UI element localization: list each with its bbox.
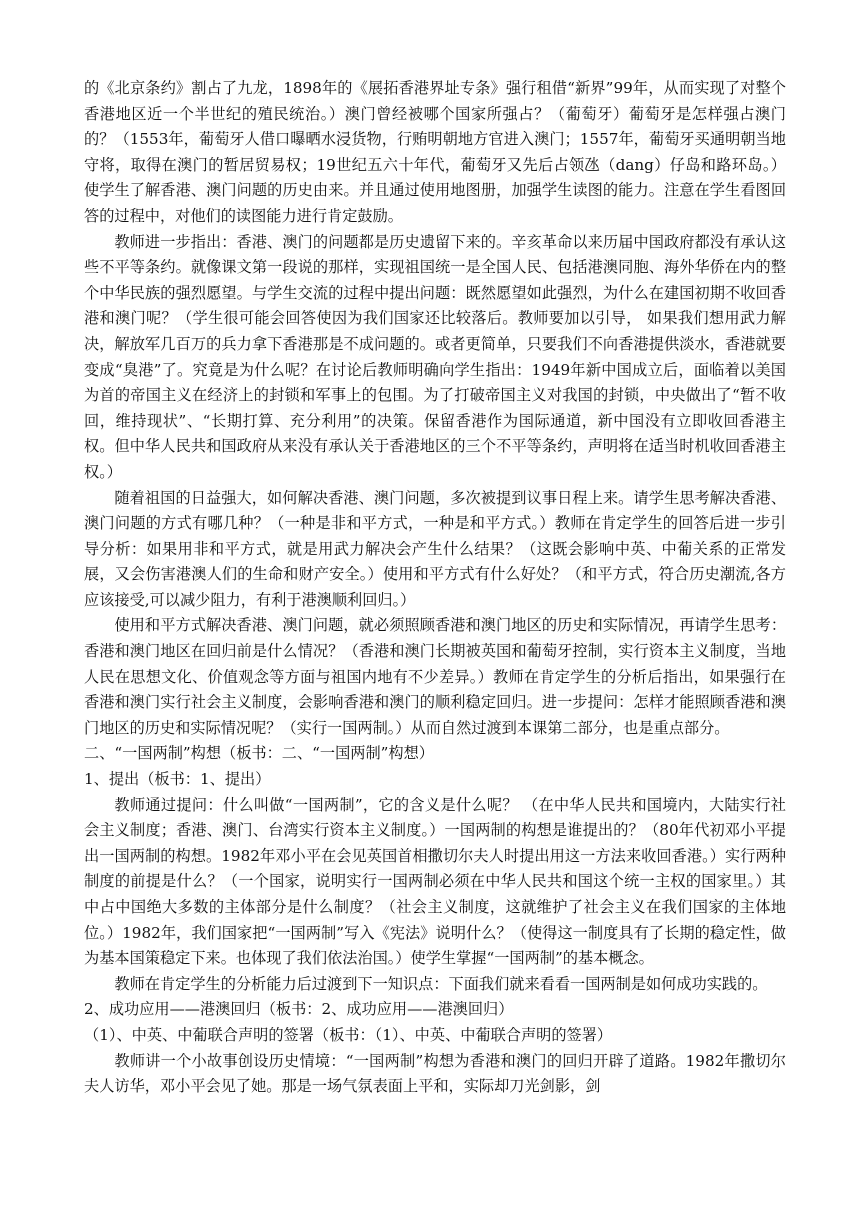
paragraph-thatcher-story: 教师讲一个小故事创设历史情境：“一国两制”构想为香港和澳门的回归开辟了道路。1982年撒切尔夫人访华，邓小平会见了她。那是一场气氛表面上平和，实际却刀光剑影，剑	[84, 1051, 786, 1096]
section-heading-two: 二、“一国两制”构想（板书：二、“一国两制”构想）	[84, 744, 434, 763]
paragraph-historical-legacy: 教师进一步指出：香港、澳门的问题都是历史遗留下来的。辛亥革命以来历届中国政府都没有承认这些不平等条约。就像课文第一段说的那样，实现祖国统一是全国人民、包括港澳同胞、海外华侨在内的整个中华民族的强烈愿望。与学生交流的过程中提出问题：既然愿望如此强烈，为什么在建国初期不收回香港和澳门呢？（学生很可能会回答使因为我们国家还比较落后。教师要加以引导， 如果我们想用武力解决，解放军几百万的兵力拿下香港那是不成问题的。或者更简单，只要我们不向香港提供淡水，香港就要变成“臭港”了。究竟是为什么呢？在讨论后教师明确向学生指出：1949年新中国成立后，面临着以美国为首的帝国主义在经济上的封锁和军事上的包围。为了打破帝国主义对我国的封锁，中央做出了“暂不收回，维持现状”、“长期打算、充分利用”的决策。保留香港作为国际通道，新中国没有立即收回香港主权。但中华人民共和国政府从来没有承认关于香港地区的三个不平等条约，声明将在适当时机收回香港主权。）	[84, 232, 786, 481]
paragraph-transition-practice: 教师在肯定学生的分析能力后过渡到下一知识点：下面我们就来看看一国两制是如何成功实践的。	[114, 974, 768, 993]
paragraph-definition: 教师通过提问：什么叫做“一国两制”，它的含义是什么呢？ （在中华人民共和国境内，大陆实行社会主义制度；香港、澳门、台湾实行资本主义制度。）一国两制的构想是谁提出的？（80年代初邓小平提出一国两制的构想。1982年邓小平在会见英国首相撒切尔夫人时提出用这一方法来收回香港。）实行两种制度的前提是什么？（一个国家，说明实行一国两制必须在中华人民共和国这个统一主权的国家里。）其中占中国绝大多数的主体部分是什么制度？（社会主义制度，这就维护了社会主义在我们国家的主体地位。）1982年，我们国家把“一国两制”写入《宪法》说明什么？（使得这一制度具有了长期的稳定性，做为基本国策稳定下来。也体现了我们依法治国。）使学生掌握“一国两制”的基本概念。	[84, 795, 786, 968]
paragraph-peaceful-means: 随着祖国的日益强大，如何解决香港、澳门问题，多次被提到议事日程上来。请学生思考解决香港、澳门问题的方式有哪几种？（一种是非和平方式，一种是和平方式。）教师在肯定学生的回答后进一步引导分析：如果用非和平方式，就是用武力解决会产生什么结果？（这既会影响中英、中葡关系的正常发展，又会伤害港澳人们的生命和财产安全。）使用和平方式有什么好处？（和平方式，符合历史潮流,各方应该接受,可以减少阻力，有利于港澳顺利回归。）	[84, 488, 786, 609]
subsection-heading-proposal: 1、提出（板书：1、提出）	[84, 770, 271, 789]
subsection-heading-joint-declarations: （1）、中英、中葡联合声明的签署（板书：（1）、中英、中葡联合声明的签署）	[84, 1025, 613, 1044]
paragraph-one-country-two-systems-transition: 使用和平方式解决香港、澳门问题，就必须照顾香港和澳门地区的历史和实际情况，再请学生思考：香港和澳门地区在回归前是什么情况？（香港和澳门长期被英国和葡萄牙控制，实行资本主义制度，当地人民在思想文化、价值观念等方面与祖国内地有不少差异。）教师在肯定学生的分析后指出，如果强行在香港和澳门实行社会主义制度，会影响香港和澳门的顺利稳定回归。进一步提问：怎样才能照顾香港和澳门地区的历史和实际情况呢？（实行一国两制。）从而自然过渡到本课第二部分，也是重点部分。	[84, 616, 786, 737]
subsection-heading-application: 2、成功应用——港澳回归（板书：2、成功应用——港澳回归）	[84, 1000, 514, 1019]
paragraph-treaty-history: 的《北京条约》割占了九龙，1898年的《展拓香港界址专条》强行租借“新界”99年，从而实现了对整个香港地区近一个半世纪的殖民统治。）澳门曾经被哪个国家所强占？（葡萄牙）葡萄牙是怎样强占澳门的？（1553年，葡萄牙人借口曝晒水浸货物，行贿明朝地方官进入澳门；1557年，葡萄牙买通明朝当地守将，取得在澳门的暂居贸易权；19世纪五六十年代，葡萄牙又先后占领氹（dang）仔岛和路环岛。）使学生了解香港、澳门问题的历史由来。并且通过使用地图册，加强学生读图的能力。注意在学生看图回答的过程中，对他们的读图能力进行肯定鼓励。	[84, 79, 786, 225]
